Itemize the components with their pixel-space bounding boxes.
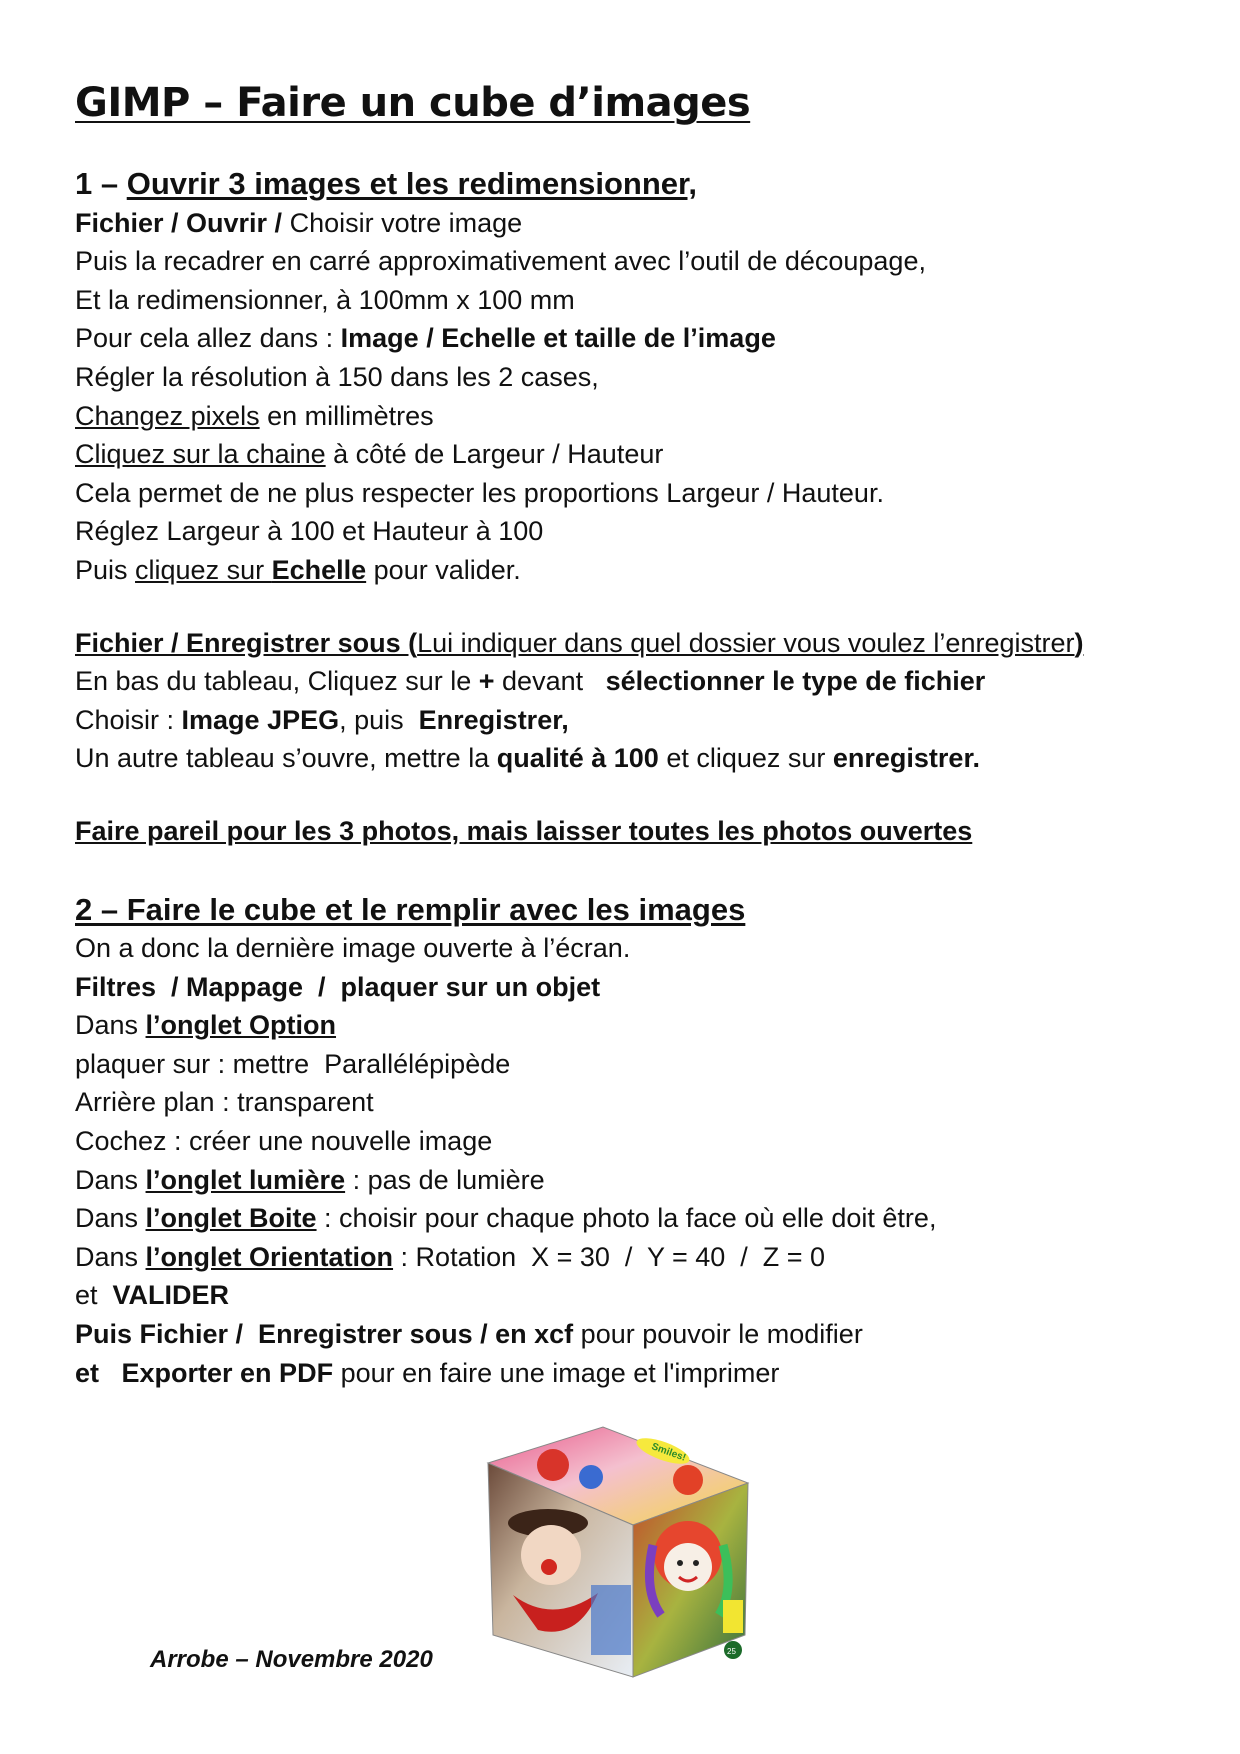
step-background: Arrière plan : transparent [75,1087,374,1118]
step-tab-option: Dans l’onglet Option [75,1010,337,1041]
step-crop: Puis la recadrer en carré approximativement avec l’outil de découpage, [75,246,926,277]
step-chain: Cliquez sur la chaine à côté de Largeur / Hauteur [75,439,664,470]
step-chain-note: Cela permet de ne plus respecter les proportions Largeur / Hauteur. [75,477,884,508]
step-resolution: Régler la résolution à 150 dans les 2 cases, [75,361,599,392]
document-title: GIMP – Faire un cube d’images [75,80,751,126]
step-map-to: plaquer sur : mettre Parallélépipède [75,1048,511,1079]
step-quality: Un autre tableau s’ouvre, mettre la qualité à 100 et cliquez sur enregistrer. [75,743,980,774]
cube-sticker-text: Smiles! [650,1441,688,1464]
step-tab-box: Dans l’onglet Boite : choisir pour chaque photo la face où elle doit être, [75,1203,937,1234]
step-filters-menu: Filtres / Mappage / plaquer sur un objet [75,971,601,1002]
section-1-heading: 1 – Ouvrir 3 images et les redimensionner, [75,166,698,201]
author-credit: Arrobe – Novembre 2020 [150,1646,433,1673]
step-open-file: Fichier / Ouvrir / Choisir votre image [75,207,523,238]
step-export-pdf: et Exporter en PDF pour en faire une image et l'imprimer [75,1357,780,1388]
step-repeat-note: Faire pareil pour les 3 photos, mais laisser toutes les photos ouvertes [75,815,973,846]
step-tab-light: Dans l’onglet lumière : pas de lumière [75,1164,545,1195]
step-validate: Puis cliquez sur Echelle pour valider. [75,554,521,585]
photo-cube-image [483,1425,753,1680]
step-file-type: En bas du tableau, Cliquez sur le + devant sélectionner le type de fichier [75,666,986,697]
step-resize: Et la redimensionner, à 100mm x 100 mm [75,284,575,315]
cube-badge-text: 25 [727,1647,736,1656]
step-units: Changez pixels en millimètres [75,400,434,431]
step-menu-scale: Pour cela allez dans : Image / Echelle et taille de l’image [75,323,776,354]
step-save-as: Fichier / Enregistrer sous (Lui indiquer dans quel dossier vous voulez l’enregistrer) [75,627,1084,658]
step-size: Réglez Largeur à 100 et Hauteur à 100 [75,516,544,547]
step-jpeg: Choisir : Image JPEG, puis Enregistrer, [75,704,569,735]
step-save-xcf: Puis Fichier / Enregistrer sous / en xcf pour pouvoir le modifier [75,1319,863,1350]
step-new-image: Cochez : créer une nouvelle image [75,1126,493,1157]
document-body [75,165,1195,1392]
step-tab-orientation: Dans l’onglet Orientation : Rotation X = 30 / Y = 40 / Z = 0 [75,1241,826,1272]
step-validate-cube: et VALIDER [75,1280,230,1311]
section-2-heading: 2 – Faire le cube et le remplir avec les images [75,891,746,927]
step-last-image: On a donc la dernière image ouverte à l’écran. [75,933,631,964]
